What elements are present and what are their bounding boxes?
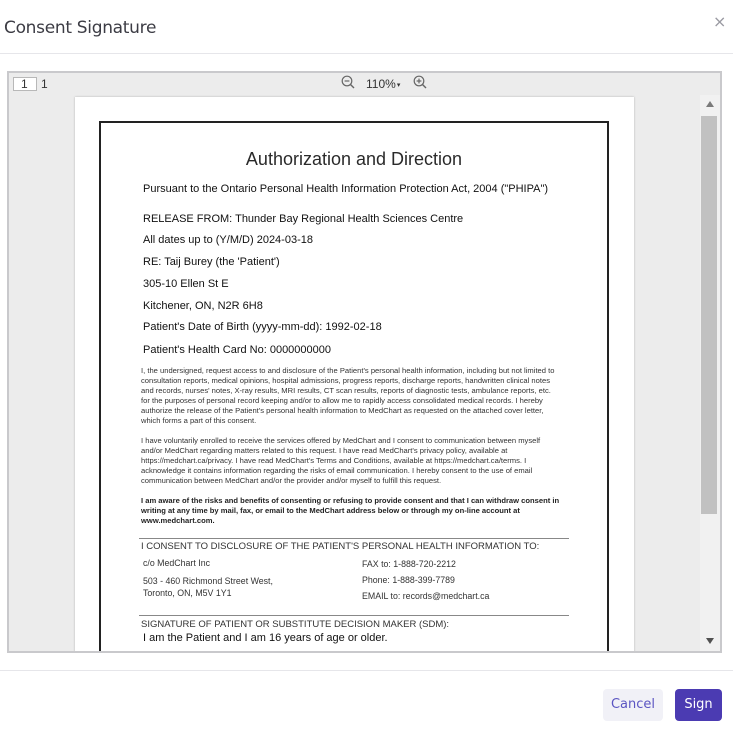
health-card-number: Patient's Health Card No: 0000000000 bbox=[143, 344, 332, 356]
viewer-toolbar bbox=[9, 73, 720, 95]
sign-button[interactable]: Sign bbox=[675, 689, 722, 721]
consent-paragraph-1: I, the undersigned, request access to and disclosure of the Patient's personal health information, including but not limited to consultation reports, medical opinions, hospital admissions, progress reports, discharge reports, handwritten clinical notes and records, nurses' notes, X-ray results, MRI results, CT scan results, reports of diagnostic tests, ambulance reports, etc. for the purposes of personal record keeping and/or to allow me to rapidly access consolidated medical records. I hereby authorize the release of the Patient's personal health information to MedChart as requested on the attached cover letter, which forms a part of this consent. bbox=[141, 366, 555, 425]
address-line-1: 305-10 Ellen St E bbox=[143, 278, 229, 290]
modal-title: Consent Signature bbox=[4, 18, 157, 38]
release-from: RELEASE FROM: Thunder Bay Regional Health Sciences Centre bbox=[143, 213, 464, 225]
recipient-email: EMAIL to: records@medchart.ca bbox=[362, 591, 490, 601]
document-title-part1: Authorization and bbox=[245, 149, 392, 169]
recipient-name: c/o MedChart Inc bbox=[143, 558, 210, 568]
recipient-fax: FAX to: 1-888-720-2212 bbox=[362, 559, 456, 569]
modal-header bbox=[0, 0, 733, 54]
signature-heading: SIGNATURE OF PATIENT OR SUBSTITUTE DECISION MAKER (SDM): bbox=[141, 619, 450, 630]
section-divider bbox=[139, 538, 569, 539]
recipient-phone: Phone: 1-888-399-7789 bbox=[362, 575, 455, 585]
page-number-input[interactable]: 1 bbox=[13, 77, 37, 91]
zoom-level-select[interactable] bbox=[366, 77, 400, 91]
document-scroll-area[interactable] bbox=[9, 95, 700, 653]
document-title bbox=[101, 149, 607, 170]
cancel-button[interactable]: Cancel bbox=[603, 689, 663, 721]
scrollbar-thumb[interactable] bbox=[701, 116, 717, 514]
consent-paragraph-3: I am aware of the risks and benefits of consenting or refusing to provide consent and that I can withdraw consent in writing at any time by mail, fax, or email to the MedChart address below or through my on-line account at www.medchart.com. bbox=[141, 496, 560, 525]
scroll-down-icon[interactable] bbox=[706, 638, 714, 644]
chevron-down-icon: ▾ bbox=[396, 81, 401, 89]
vertical-scrollbar[interactable] bbox=[700, 95, 720, 653]
document-frame bbox=[99, 121, 609, 653]
document-title-d: D bbox=[391, 149, 405, 169]
address-line-2: Kitchener, ON, N2R 6H8 bbox=[143, 300, 263, 312]
date-of-birth: Patient's Date of Birth (yyyy-mm-dd): 1992-02-18 bbox=[143, 321, 382, 333]
patient-name-line: RE: Taij Burey (the 'Patient') bbox=[143, 256, 280, 268]
zoom-level-value: 110% bbox=[366, 77, 396, 91]
disclosure-heading: I CONSENT TO DISCLOSURE OF THE PATIENT'S PERSONAL HEALTH INFORMATION TO: bbox=[141, 541, 540, 552]
patient-statement: I am the Patient and I am 16 years of age or older. bbox=[143, 632, 388, 644]
section-divider bbox=[139, 615, 569, 616]
recipient-address-2: Toronto, ON, M5V 1Y1 bbox=[143, 588, 232, 598]
document-title-part2: irection bbox=[404, 149, 463, 169]
recipient-address-1: 503 - 460 Richmond Street West, bbox=[143, 576, 273, 586]
zoom-in-icon[interactable] bbox=[413, 75, 427, 89]
pdf-viewer bbox=[7, 71, 722, 653]
scroll-up-icon[interactable] bbox=[706, 101, 714, 107]
page-total: 1 bbox=[41, 77, 48, 91]
close-icon[interactable]: × bbox=[713, 12, 727, 31]
dates-line: All dates up to (Y/M/D) 2024-03-18 bbox=[143, 234, 313, 246]
document-page bbox=[75, 97, 634, 653]
phipa-statement: Pursuant to the Ontario Personal Health Information Protection Act, 2004 ("PHIPA") bbox=[143, 183, 549, 195]
consent-paragraph-2: I have voluntarily enrolled to receive the services offered by MedChart and I consent to communication between myself and/or MedChart regarding matters related to this request. I have read MedChart's privacy policy, available at https://medchart.ca/privacy. I have read MedChart's Terms and Conditions, available at https://medchart.ca/terms. I acknowledge it contains information regarding the risks of email communication. I hereby consent to the use of email communication between MedChart and/or the provider and/or myself to fulfill this request. bbox=[141, 436, 541, 485]
zoom-out-icon[interactable] bbox=[341, 75, 355, 89]
